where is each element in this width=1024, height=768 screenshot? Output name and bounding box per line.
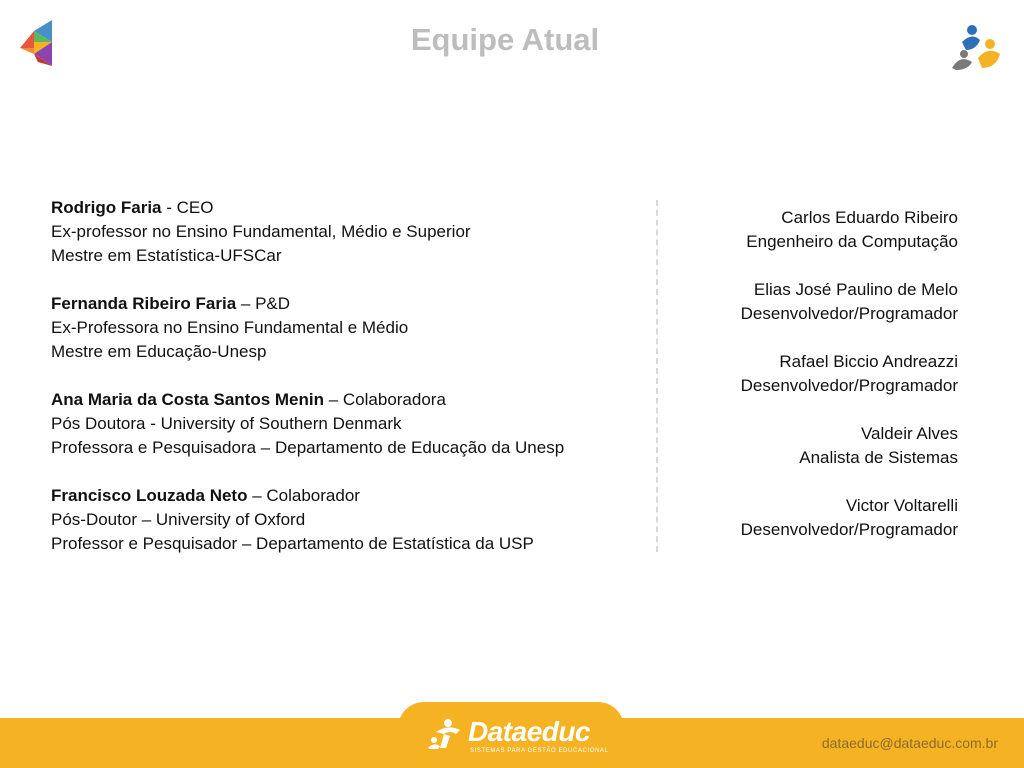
member-block: [51, 484, 641, 556]
member-role: – Colaboradora: [324, 390, 446, 409]
member-detail: Professor e Pesquisador – Departamento de Estatística da USP: [51, 534, 534, 553]
slide-title: Equipe Atual: [410, 22, 600, 57]
people-logo-icon: [950, 24, 1002, 72]
staff-name: Valdeir Alves: [860, 424, 958, 443]
contact-email[interactable]: dataeduc@dataeduc.com.br: [821, 735, 998, 751]
staff-role: Engenheiro da Computação: [746, 232, 958, 251]
staff-name: Rafael Biccio Andreazzi: [779, 352, 958, 371]
staff-role: Desenvolvedor/Programador: [740, 376, 958, 395]
team-staff-list: [680, 206, 958, 566]
brand-name: Dataeduc: [468, 716, 591, 747]
staff-role: Desenvolvedor/Programador: [740, 304, 958, 323]
brand-tagline: SISTEMAS PARA GESTÃO EDUCACIONAL: [470, 748, 609, 754]
member-detail: Mestre em Educação-Unesp: [51, 342, 267, 361]
member-role: – P&D: [236, 294, 291, 313]
dataeduc-figure-icon: [428, 718, 464, 750]
member-detail: Pós-Doutor – University of Oxford: [51, 510, 306, 529]
staff-role: Analista de Sistemas: [799, 448, 958, 467]
team-leaders-list: [51, 196, 641, 580]
member-block: [51, 388, 641, 460]
member-name: Ana Maria da Costa Santos Menin: [51, 390, 324, 409]
staff-role: Desenvolvedor/Programador: [740, 520, 958, 539]
member-detail: Professora e Pesquisadora – Departamento de Educação da Unesp: [51, 438, 565, 457]
member-detail: Ex-Professora no Ensino Fundamental e Médio: [51, 318, 409, 337]
member-detail: Pós Doutora - University of Southern Denmark: [51, 414, 402, 433]
member-name: Fernanda Ribeiro Faria: [51, 294, 237, 313]
member-block: [51, 292, 641, 364]
staff-block: [680, 494, 958, 542]
brand-logo: [428, 714, 608, 754]
staff-block: [680, 350, 958, 398]
member-block: [51, 196, 641, 268]
staff-name: Elias José Paulino de Melo: [753, 280, 958, 299]
staff-block: [680, 206, 958, 254]
member-name: Francisco Louzada Neto: [51, 486, 248, 505]
member-name: Rodrigo Faria: [51, 198, 162, 217]
staff-name: Victor Voltarelli: [845, 496, 958, 515]
staff-name: Carlos Eduardo Ribeiro: [781, 208, 958, 227]
column-divider: [656, 200, 658, 552]
staff-block: [680, 422, 958, 470]
member-role: - CEO: [161, 198, 214, 217]
member-role: – Colaborador: [247, 486, 360, 505]
staff-block: [680, 278, 958, 326]
member-detail: Ex-professor no Ensino Fundamental, Médio e Superior: [51, 222, 471, 241]
member-detail: Mestre em Estatística-UFSCar: [51, 246, 282, 265]
